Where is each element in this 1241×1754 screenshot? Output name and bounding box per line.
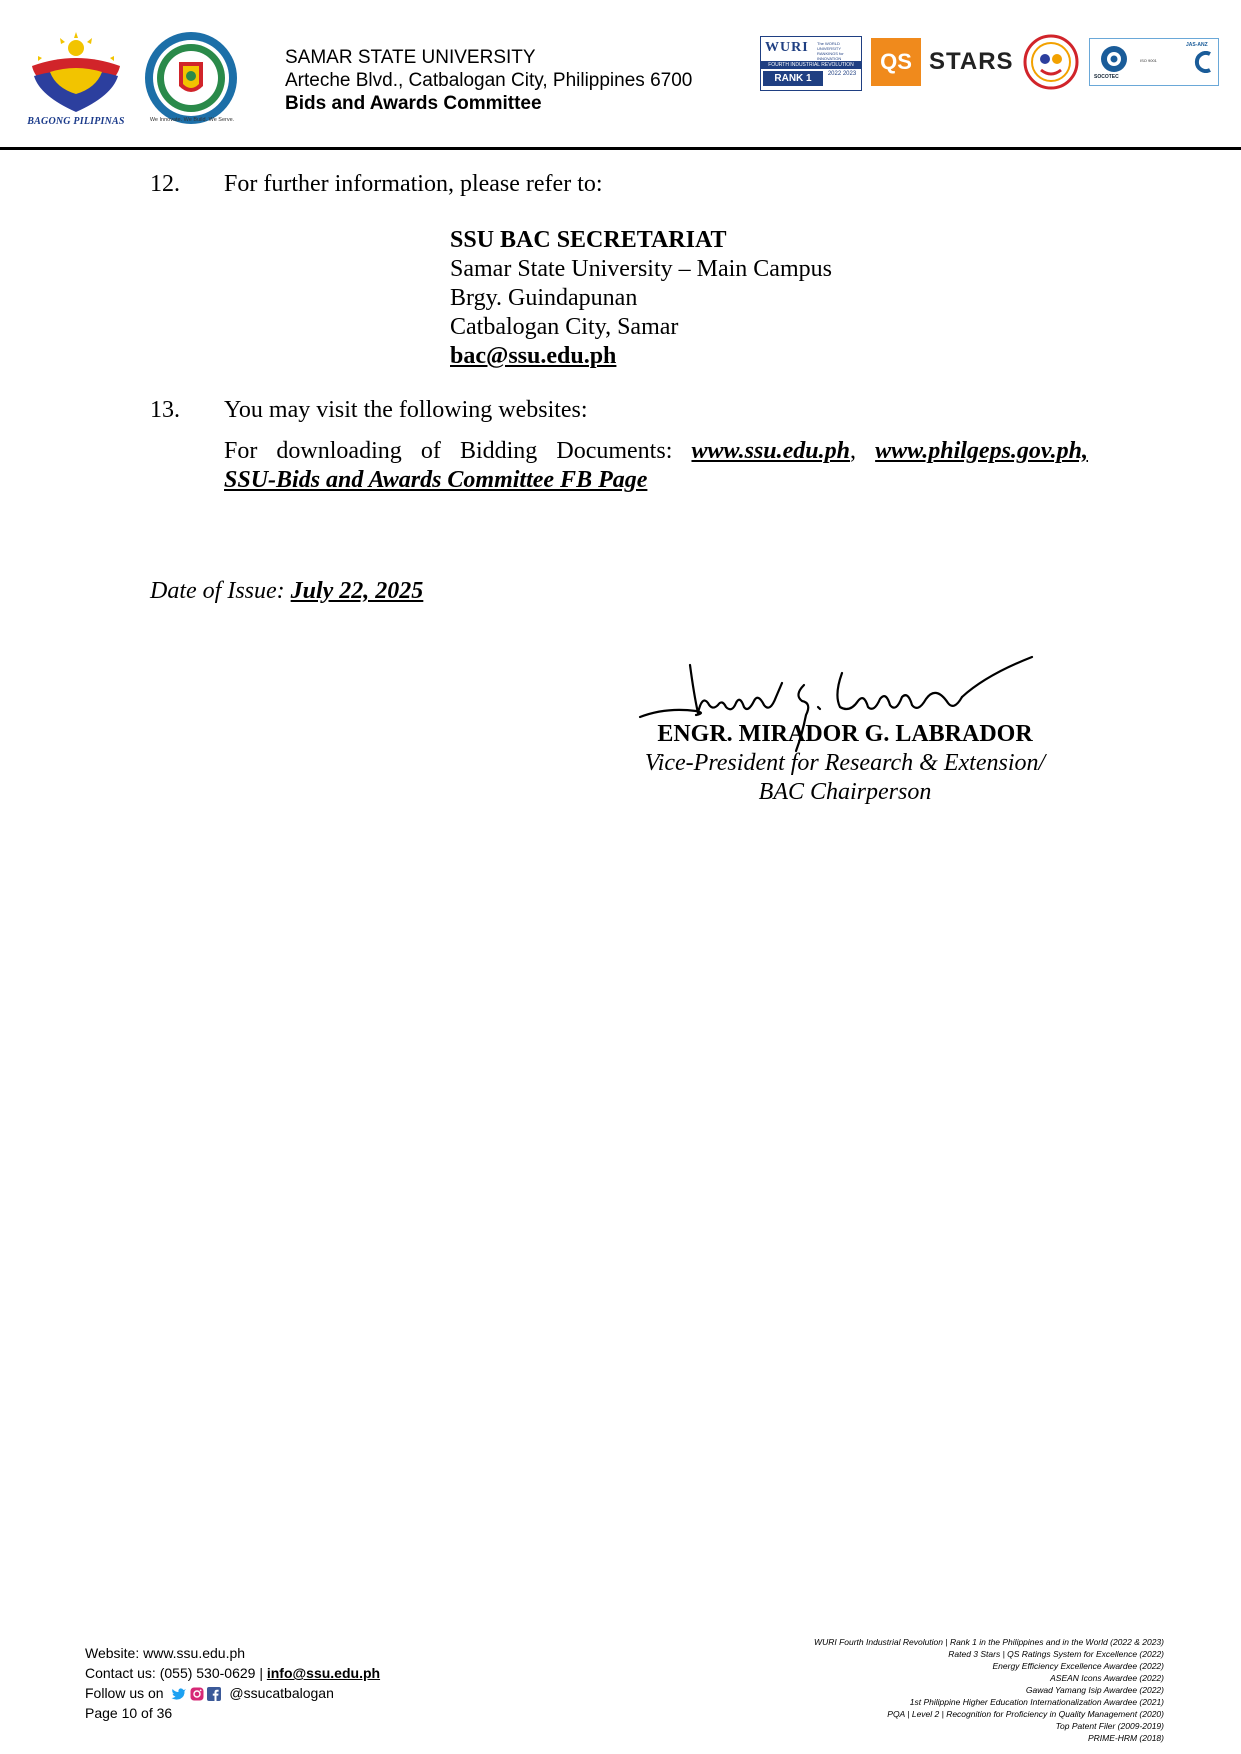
download-line (224, 437, 1088, 466)
item-13-text: You may visit the following websites: (224, 397, 588, 423)
fb-page-link[interactable]: SSU-Bids and Awards Committee FB Page (224, 467, 648, 493)
footer-contact-line (85, 1663, 380, 1683)
contact-address (450, 226, 832, 371)
bagong-pilipinas-emblem (20, 30, 132, 118)
page-number: Page 10 of 36 (85, 1705, 173, 1721)
socotec-iso: ISO 9001 (1140, 58, 1157, 63)
award-line: WURI Fourth Industrial Revolution | Rank 1 in the Philippines and in the World (2022 & 2023) (814, 1637, 1164, 1647)
issue-date: July 22, 2025 (290, 578, 424, 604)
signatory-name: ENGR. MIRADOR G. LABRADOR (657, 721, 1033, 747)
wuri-rank-badge (760, 36, 862, 91)
wuri-rank: RANK 1 (763, 71, 823, 86)
item-12-number: 12. (150, 171, 180, 197)
socotec-icon (1100, 45, 1128, 73)
socotec-label: SOCOTEC (1094, 74, 1119, 80)
signatory-title-2: BAC Chairperson (758, 779, 932, 805)
wuri-band: FOURTH INDUSTRIAL REVOLUTION (761, 61, 861, 69)
ssu-website-link[interactable]: www.ssu.edu.ph (691, 438, 850, 464)
ssu-seal-logo (143, 30, 239, 126)
qs-stars-text: STARS (929, 48, 1014, 75)
award-line: PRIME-HRM (2018) (1087, 1733, 1164, 1743)
download-line-2 (224, 466, 647, 495)
footer-website[interactable]: Website: www.ssu.edu.ph (85, 1645, 246, 1661)
contact-line-2: Brgy. Guindapunan (450, 285, 638, 311)
issue-label: Date of Issue: (150, 578, 285, 604)
asean-icons-seal (1023, 34, 1079, 90)
footer-email-link[interactable]: info@ssu.edu.ph (266, 1665, 381, 1681)
bagong-pilipinas-logo (20, 30, 132, 130)
footer-follow-label: Follow us on (85, 1685, 164, 1701)
letterhead (285, 46, 692, 115)
instagram-icon[interactable] (190, 1687, 204, 1701)
social-icons (171, 1687, 221, 1701)
socotec-jasanz: JAS-ANZ (1186, 42, 1208, 48)
download-label: For downloading of Bidding Documents: (224, 438, 673, 464)
contact-line-3: Catbalogan City, Samar (450, 314, 679, 340)
award-line: PQA | Level 2 | Recognition for Proficiency in Quality Management (2020) (887, 1709, 1164, 1719)
ssu-tagline: We Innovate. We Build. We Serve. (149, 117, 235, 123)
philgeps-link[interactable]: www.philgeps.gov.ph, (875, 438, 1089, 464)
award-line: 1st Philippine Higher Education Internationalization Awardee (2021) (909, 1697, 1164, 1707)
item-13-number: 13. (150, 397, 180, 423)
asean-seal-icon (1023, 34, 1079, 90)
date-of-issue (150, 577, 423, 606)
university-address: Arteche Blvd., Catbalogan City, Philippines 6700 (285, 70, 693, 91)
university-name: SAMAR STATE UNIVERSITY (285, 47, 536, 68)
contact-line-1: Samar State University – Main Campus (450, 256, 832, 282)
socotec-certification-badge (1089, 38, 1219, 86)
wuri-subtitle: The WORLD UNIVERSITY RANKINGS for INNOVATION (817, 41, 844, 61)
wuri-title: WURI (765, 40, 809, 55)
footer-handle[interactable]: @ssucatbalogan (229, 1685, 334, 1701)
award-line: Top Patent Filer (2009-2019) (1055, 1721, 1164, 1731)
footer-phone: Contact us: (055) 530-0629 | (85, 1665, 263, 1681)
twitter-icon[interactable] (171, 1687, 187, 1701)
award-line: Rated 3 Stars | QS Ratings System for Excellence (2022) (948, 1649, 1164, 1659)
footer-follow-line (85, 1683, 380, 1703)
footer-awards (684, 1636, 1164, 1744)
footer-contact (85, 1643, 380, 1723)
wuri-year: 2022 2023 (827, 71, 857, 77)
bagong-pilipinas-caption: BAGONG PILIPINAS (27, 116, 125, 127)
contact-email-link[interactable]: bac@ssu.edu.ph (450, 343, 617, 369)
award-line: ASEAN Icons Awardee (2022) (1050, 1673, 1164, 1683)
item-12-text: For further information, please refer to: (224, 171, 603, 197)
qs-logo: QS (871, 38, 921, 86)
signatory-block (590, 720, 1100, 807)
header-divider (0, 147, 1241, 150)
contact-office: SSU BAC SECRETARIAT (450, 227, 727, 253)
committee-name: Bids and Awards Committee (285, 93, 542, 114)
jas-anz-icon (1194, 51, 1212, 73)
signatory-title-1: Vice-President for Research & Extension/ (644, 750, 1046, 776)
ssu-seal-icon (143, 30, 239, 126)
award-line: Gawad Yamang Isip Awardee (2022) (1025, 1685, 1164, 1695)
link-separator: , (850, 438, 856, 464)
facebook-icon[interactable] (207, 1687, 221, 1701)
award-line: Energy Efficiency Excellence Awardee (2022) (992, 1661, 1164, 1671)
